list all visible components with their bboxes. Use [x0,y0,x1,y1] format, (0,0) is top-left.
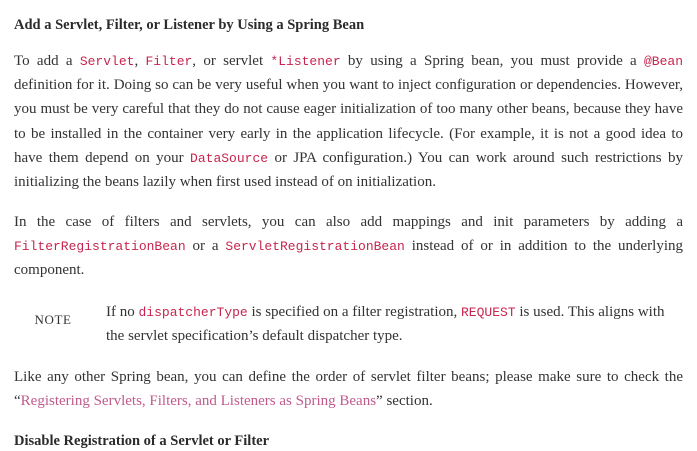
code-filter: Filter [145,53,193,69]
paragraph-filter-order [14,365,683,414]
code-listener: *Listener [270,53,341,69]
code-request: REQUEST [461,304,516,320]
text-fragment: In the case of filters and servlets, you can also add mappings and init parameters by adding a [14,213,683,230]
link-registering-servlets-filters-listeners[interactable]: Registering Servlets, Filters, and Listeners as Spring Beans [20,393,377,410]
code-servlet: Servlet [79,53,135,69]
note-label: NOTE [34,311,72,327]
code-servlet-registration-bean: ServletRegistrationBean [225,238,405,254]
text-fragment: ” section. [376,393,433,410]
text-fragment: by using a Spring bean, you must provide a [340,52,644,69]
code-bean-annotation: @Bean [643,53,683,69]
text-fragment: , [134,52,146,69]
paragraph-registration-beans [14,210,683,283]
code-filter-registration-bean: FilterRegistrationBean [14,238,186,254]
text-fragment: To add a [14,52,80,69]
text-fragment: is used. This aligns with the servlet specification’s default dispatcher type. [106,303,665,344]
text-fragment: or JPA configuration.) You can work around such restrictions by initializing the beans lazily when first used instead of on initialization. [14,150,683,191]
text-fragment: instead of or in addition to the underlying component. [14,237,684,279]
text-fragment: Like any other Spring bean, you can define the order of servlet filter beans; please make sure to check the “ [14,369,683,410]
text-fragment: or a [185,237,226,254]
text-fragment: definition for it. Doing so can be very useful when you want to inject configuration or dependencies. However, you must be very careful that they do not cause eager initialization of too many other beans, because they have to be installed in the container very early in the application lifecycle. (For example, it is not a good idea to have them depend on your [14,77,683,167]
code-datasource: DataSource [190,151,269,167]
note-body [92,300,683,349]
text-fragment: , or servlet [192,52,271,69]
paragraph-servlet-bean [14,49,683,195]
section-title-disable-registration: Disable Registration of a Servlet or Filter [14,432,270,449]
code-dispatcher-type: dispatcherType [138,304,248,320]
text-fragment: is specified on a filter registration, [247,303,461,320]
note-admonition [14,298,683,351]
text-fragment: If no [106,303,139,320]
page-title: Add a Servlet, Filter, or Listener by Using a Spring Bean [14,17,365,33]
